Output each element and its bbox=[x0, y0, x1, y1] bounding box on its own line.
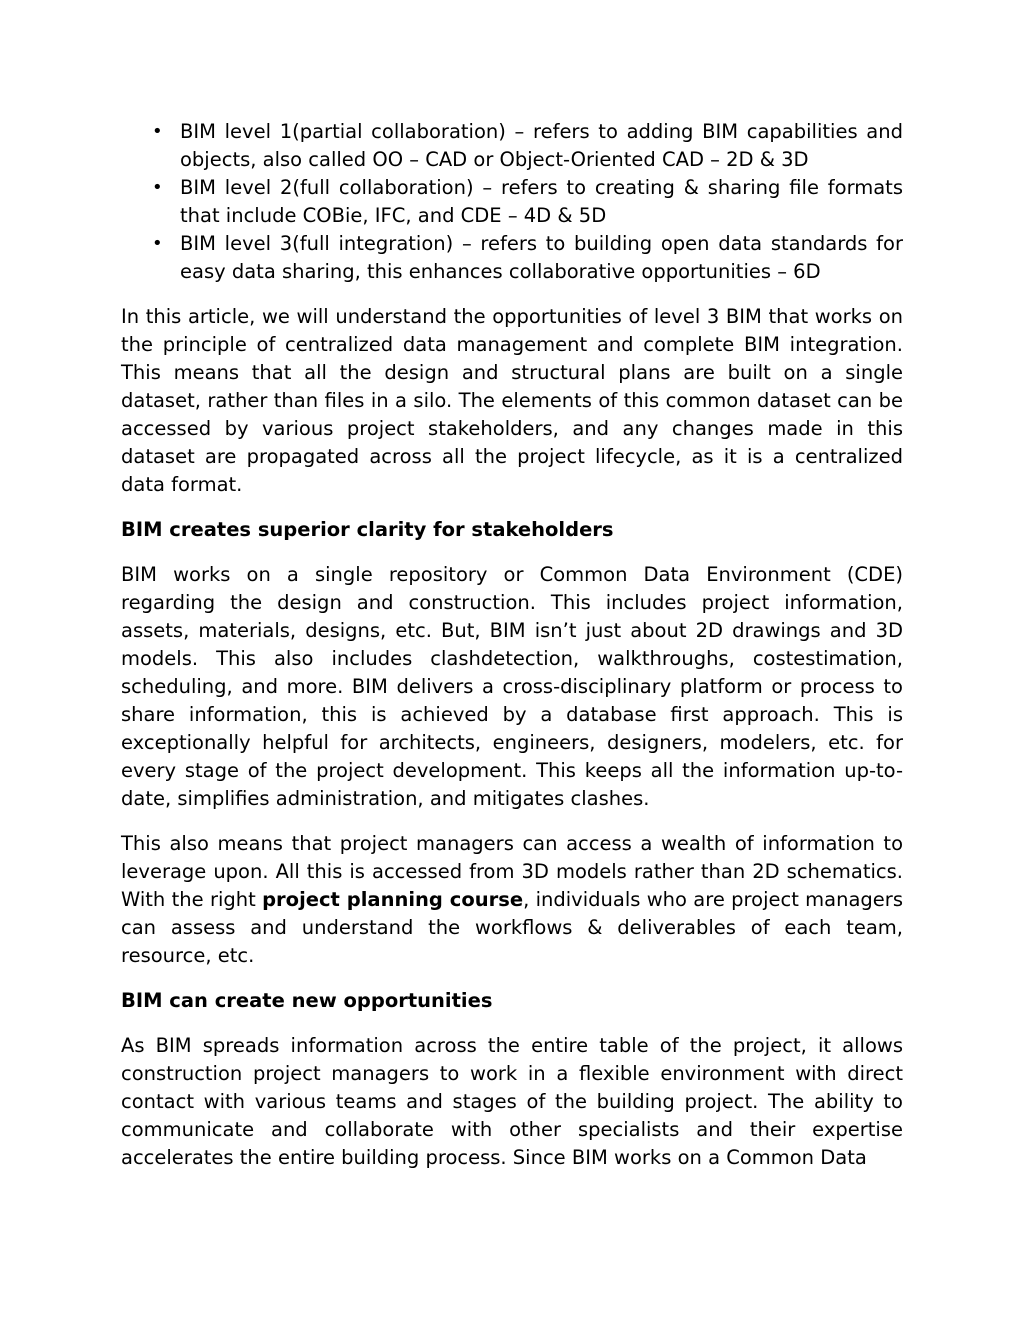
list-item-text: BIM level 1(partial collaboration) – refers to adding BIM capabilities and objects, also called OO – CAD or Object-Oriented CAD – 2D & 3D bbox=[180, 120, 903, 171]
list-item bbox=[121, 230, 903, 286]
bullet-icon: • bbox=[152, 233, 163, 254]
section-heading-clarity: BIM creates superior clarity for stakeholders bbox=[121, 518, 614, 541]
list-item bbox=[121, 118, 903, 174]
intro-paragraph: In this article, we will understand the opportunities of level 3 BIM that works on the principle of centralized data management and complete BIM integration. This means that all the design and structural plans are built on a single dataset, rather than files in a silo. The elements of this common dataset can be accessed by various project stakeholders, and any changes made in this dataset are propagated across all the project lifecycle, as it is a centralized data format. bbox=[121, 305, 903, 496]
paragraph-text: , individuals who are project managers can assess and understand the workflows & deliverables of each team, resource, etc. bbox=[121, 888, 903, 967]
list-item bbox=[121, 174, 903, 230]
bullet-icon: • bbox=[152, 121, 163, 142]
clarity-paragraph-2 bbox=[121, 830, 903, 970]
opportunities-paragraph-1: As BIM spreads information across the entire table of the project, it allows construction project managers to work in a flexible environment with direct contact with various teams and stages of the building project. The ability to communicate and collaborate with other specialists and their expertise accelerates the entire building process. Since BIM works on a Common Data bbox=[121, 1034, 903, 1169]
project-planning-course-link: project planning course bbox=[262, 888, 524, 911]
paragraph-text: This also means that project managers can access a wealth of information to leverage upon. All this is accessed from 3D models rather than 2D schematics. With the right bbox=[121, 832, 903, 911]
bullet-icon: • bbox=[152, 177, 163, 198]
document-page bbox=[121, 118, 903, 1172]
section-heading-opportunities: BIM can create new opportunities bbox=[121, 989, 493, 1012]
list-item-text: BIM level 3(full integration) – refers to building open data standards for easy data sharing, this enhances collaborative opportunities – 6D bbox=[180, 232, 903, 283]
clarity-paragraph-1: BIM works on a single repository or Common Data Environment (CDE) regarding the design and construction. This includes project information, assets, materials, designs, etc. But, BIM isn’t just about 2D drawings and 3D models. This also includes clashdetection, walkthroughs, costestimation, scheduling, and more. BIM delivers a cross-disciplinary platform or process to share information, this is achieved by a database first approach. This is exceptionally helpful for architects, engineers, designers, modelers, etc. for every stage of the project development. This keeps all the information up-to-date, simplifies administration, and mitigates clashes. bbox=[121, 563, 903, 810]
bim-levels-list bbox=[121, 118, 903, 286]
list-item-text: BIM level 2(full collaboration) – refers to creating & sharing file formats that include COBie, IFC, and CDE – 4D & 5D bbox=[180, 176, 903, 227]
